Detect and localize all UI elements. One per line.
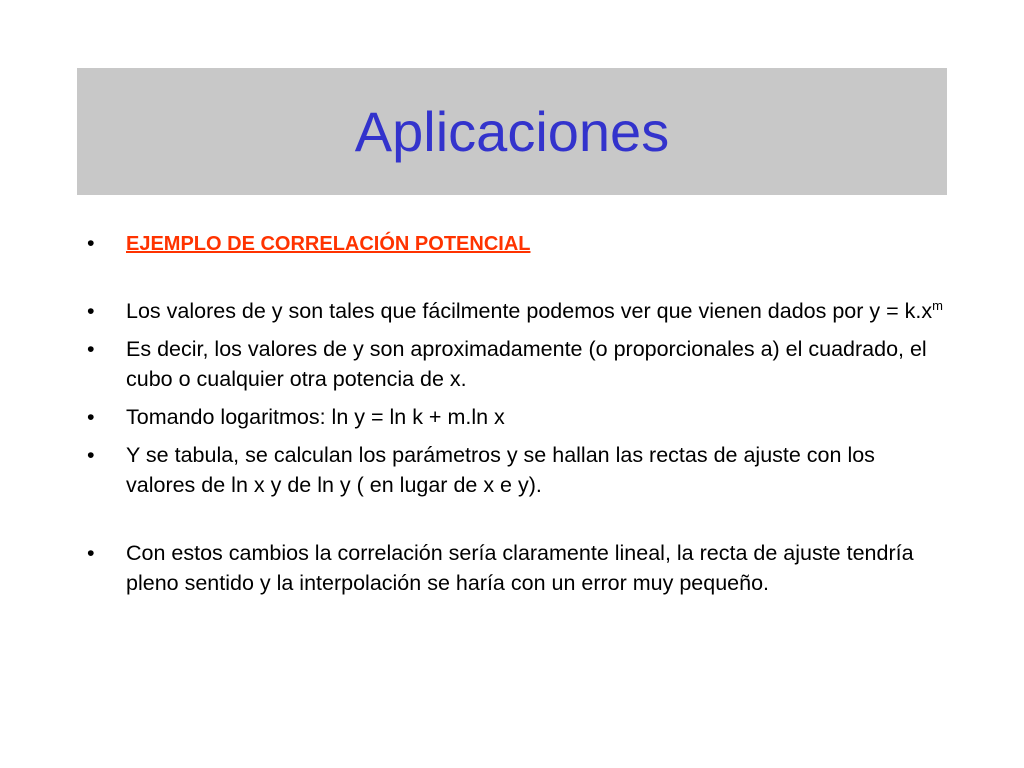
bullet-text: Con estos cambios la correlación sería claramente lineal, la recta de ajuste tendría pleno sentido y la interpolación se haría con un error muy pequeño. xyxy=(126,541,914,595)
bullet-item-tabulate xyxy=(85,440,945,500)
bullet-item-power-formula xyxy=(85,296,945,326)
bullet-text: Es decir, los valores de y son aproximadamente (o proporcionales a) el cuadrado, el cubo o cualquier otra potencia de x. xyxy=(126,337,927,391)
bullet-list xyxy=(85,228,945,598)
bullet-dot: • xyxy=(87,231,95,255)
bullet-dot: • xyxy=(87,405,95,429)
bullet-text: Y se tabula, se calculan los parámetros y se hallan las rectas de ajuste con los valores de ln x y de ln y ( en lugar de x e y). xyxy=(126,443,875,497)
bullet-dot: • xyxy=(87,299,95,323)
bullet-dot: • xyxy=(87,337,95,361)
slide-title: Aplicaciones xyxy=(354,100,670,163)
section-heading: EJEMPLO DE CORRELACIÓN POTENCIAL xyxy=(126,233,531,255)
bullet-dot: • xyxy=(87,443,95,467)
bullet-item-conclusion xyxy=(85,538,945,598)
bullet-text: Los valores de y son tales que fácilmente podemos ver que vienen dados por y = k.x xyxy=(126,299,933,323)
bullet-item-heading xyxy=(85,228,945,259)
bullet-text: Tomando logaritmos: ln y = ln k + m.ln x xyxy=(126,405,505,429)
bullet-item-logarithms xyxy=(85,402,945,432)
exponent-superscript: m xyxy=(932,298,943,313)
bullet-dot: • xyxy=(87,541,95,565)
bullet-item-powers xyxy=(85,334,945,394)
title-bar xyxy=(77,68,947,195)
